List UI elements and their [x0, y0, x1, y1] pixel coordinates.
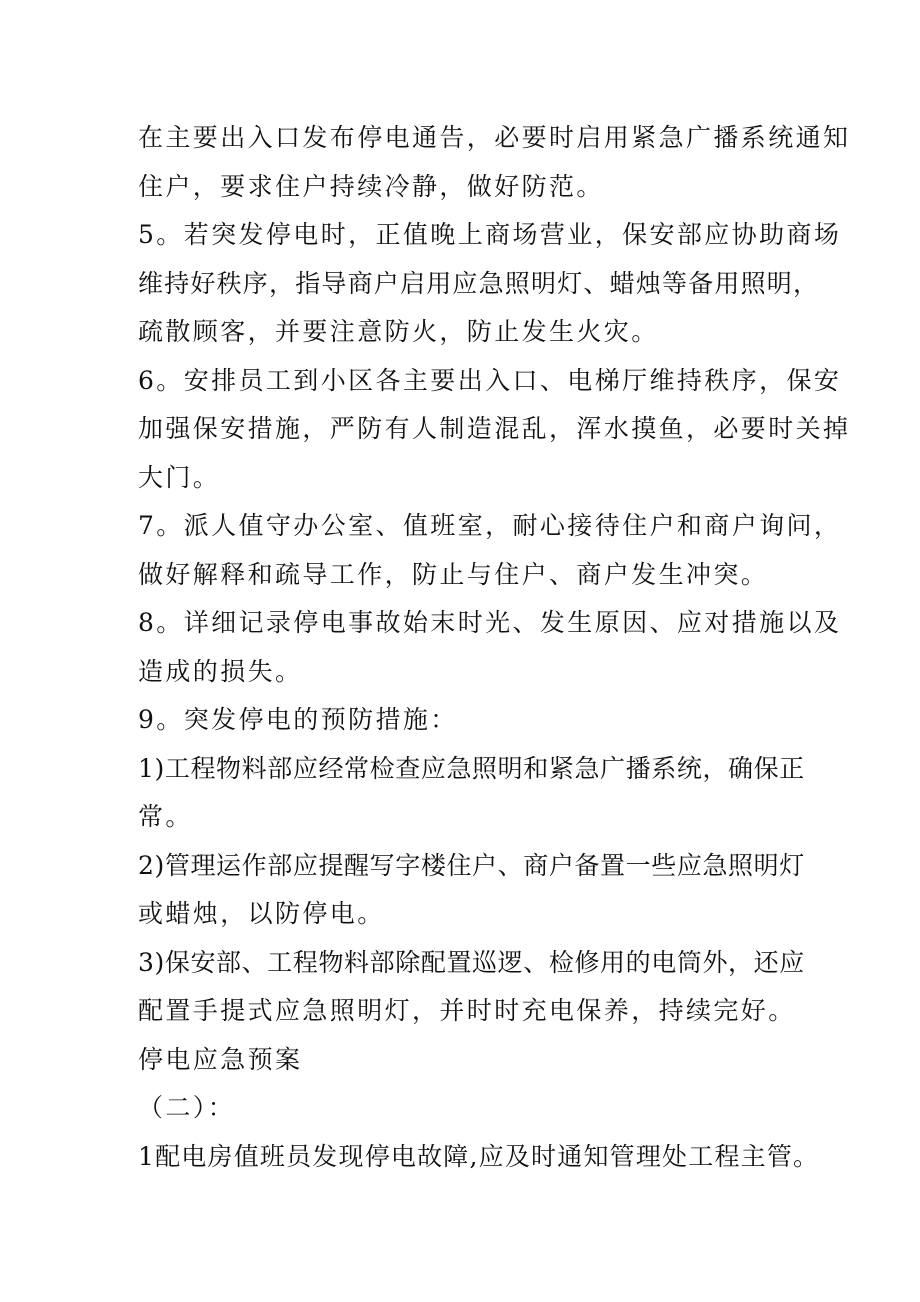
text-line: 3)保安部、工程物料部除配置巡逻、检修用的电筒外，还应 [138, 947, 805, 977]
text-line: 配置手提式应急照明灯，并时时充电保养，持续完好。 [138, 996, 796, 1025]
text-line: 9。突发停电的预防措施： [138, 705, 458, 734]
text-line: 住户，要求住户持续冷静，做好防范。 [138, 171, 604, 201]
text-line: 造成的损失。 [138, 656, 303, 686]
text-line: 加强保安措施，严防有人制造混乱，浑水摸鱼，必要时关掉 [138, 414, 851, 443]
text-line: 做好解释和疏导工作，防止与住户、商户发生冲突。 [138, 559, 769, 589]
text-line: 疏散顾客，并要注意防火，防止发生火灾。 [138, 317, 659, 346]
text-line: 1配电房值班员发现停电故障,应及时通知管理处工程主管。 [138, 1141, 820, 1171]
text-line: 5。若突发停电时，正值晚上商场营业，保安部应协助商场 [138, 220, 842, 249]
text-line: 1)工程物料部应经常检查应急照明和紧急广播系统，确保正 [138, 753, 805, 783]
document-body [138, 114, 851, 1181]
text-line: 6。安排员工到小区各主要出入口、电梯厅维持秩序，保安 [138, 365, 842, 395]
text-line: 常。 [138, 802, 193, 831]
text-line: 8。详细记录停电事故始末时光、发生原因、应对措施以及 [138, 608, 842, 637]
text-line: 维持好秩序，指导商户启用应急照明灯、蜡烛等备用照明， [138, 268, 820, 298]
text-line: 在主要出入口发布停电通告，必要时启用紧急广播系统通知 [138, 123, 851, 152]
text-line: 或蜡烛，以防停电。 [138, 899, 385, 928]
text-line: 7。派人值守办公室、值班室，耐心接待住户和商户询问， [138, 511, 842, 540]
section-subheading: （二）： [138, 1093, 236, 1122]
text-line: 大门。 [138, 462, 221, 492]
section-heading: 停电应急预案 [138, 1044, 303, 1074]
text-line: 2)管理运作部应提醒写字楼住户、商户备置一些应急照明灯 [138, 850, 805, 880]
